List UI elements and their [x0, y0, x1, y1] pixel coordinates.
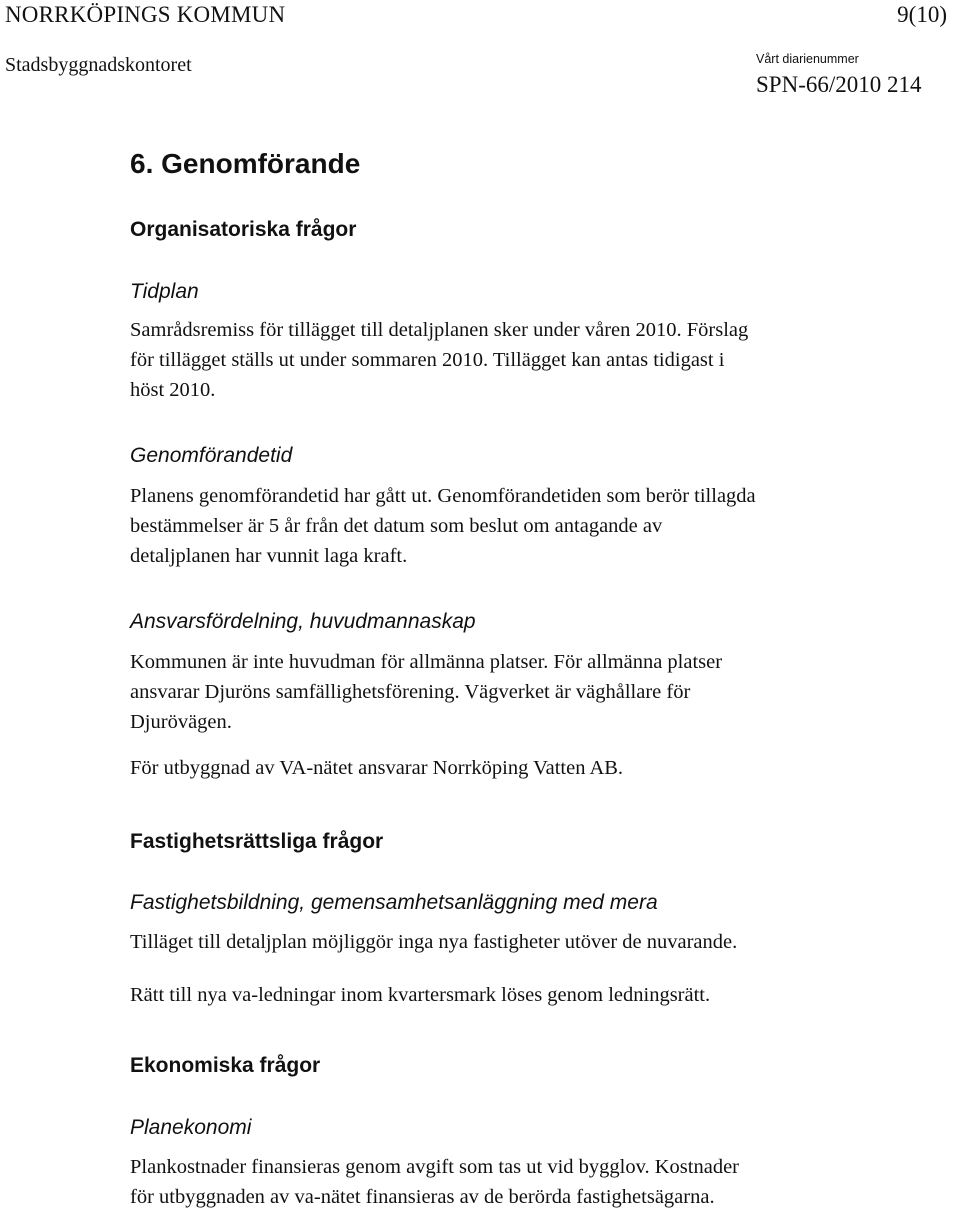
paragraph-line: bestämmelser är 5 år från det datum som beslut om antagande av: [130, 515, 663, 537]
paragraph-line: för tillägget ställs ut under sommaren 2010. Tillägget kan antas tidigast i: [130, 349, 725, 371]
paragraph-line: Plankostnader finansieras genom avgift som tas ut vid bygglov. Kostnader: [130, 1156, 740, 1178]
paragraph-line: höst 2010.: [130, 379, 216, 401]
paragraph-line: Djurövägen.: [130, 711, 232, 733]
organization-name: NORRKÖPINGS KOMMUN: [5, 2, 286, 27]
heading-ansvarsfordelning: Ansvarsfördelning, huvudmannaskap: [130, 610, 476, 633]
paragraph-line: Planens genomförandetid har gått ut. Genomförandetiden som berör tillagda: [130, 485, 756, 507]
heading-ekonomiska: Ekonomiska frågor: [130, 1054, 321, 1077]
paragraph-line: detaljplanen har vunnit laga kraft.: [130, 545, 408, 567]
paragraph-fastighetsbildning-2: Rätt till nya va-ledningar inom kvartersmark löses genom ledningsrätt.: [130, 984, 711, 1006]
heading-tidplan: Tidplan: [130, 280, 199, 303]
section-title: 6. Genomförande: [130, 148, 361, 179]
heading-planekonomi: Planekonomi: [130, 1116, 252, 1139]
paragraph-va-natet: För utbyggnad av VA-nätet ansvarar Norrköping Vatten AB.: [130, 757, 624, 779]
paragraph-line: för utbyggnaden av va-nätet finansieras av de berörda fastighetsägarna.: [130, 1186, 715, 1208]
paragraph-planekonomi: [130, 1152, 930, 1212]
heading-organisatoriska: Organisatoriska frågor: [130, 218, 357, 241]
paragraph-line: Samrådsremiss för tillägget till detaljplanen sker under våren 2010. Förslag: [130, 319, 749, 341]
page-number: 9(10): [897, 2, 947, 27]
paragraph-line: ansvarar Djuröns samfällighetsförening. Vägverket är väghållare för: [130, 681, 691, 703]
heading-fastighetsbildning: Fastighetsbildning, gemensamhetsanläggning med mera: [130, 891, 658, 914]
paragraph-fastighetsbildning-1: Tilläget till detaljplan möjliggör inga nya fastigheter utöver de nuvarande.: [130, 931, 738, 953]
paragraph-genomforandetid: [130, 481, 930, 571]
paragraph-ansvarsfordelning: [130, 647, 930, 737]
paragraph-line: Kommunen är inte huvudman för allmänna platser. För allmänna platser: [130, 651, 723, 673]
diary-number-label: Vårt diarienummer: [756, 52, 859, 66]
heading-genomforandetid: Genomförandetid: [130, 444, 293, 467]
office-name: Stadsbyggnadskontoret: [5, 54, 192, 76]
heading-fastighetsrattsliga: Fastighetsrättsliga frågor: [130, 830, 384, 853]
paragraph-tidplan: [130, 315, 930, 405]
diary-number: SPN-66/2010 214: [756, 72, 922, 97]
